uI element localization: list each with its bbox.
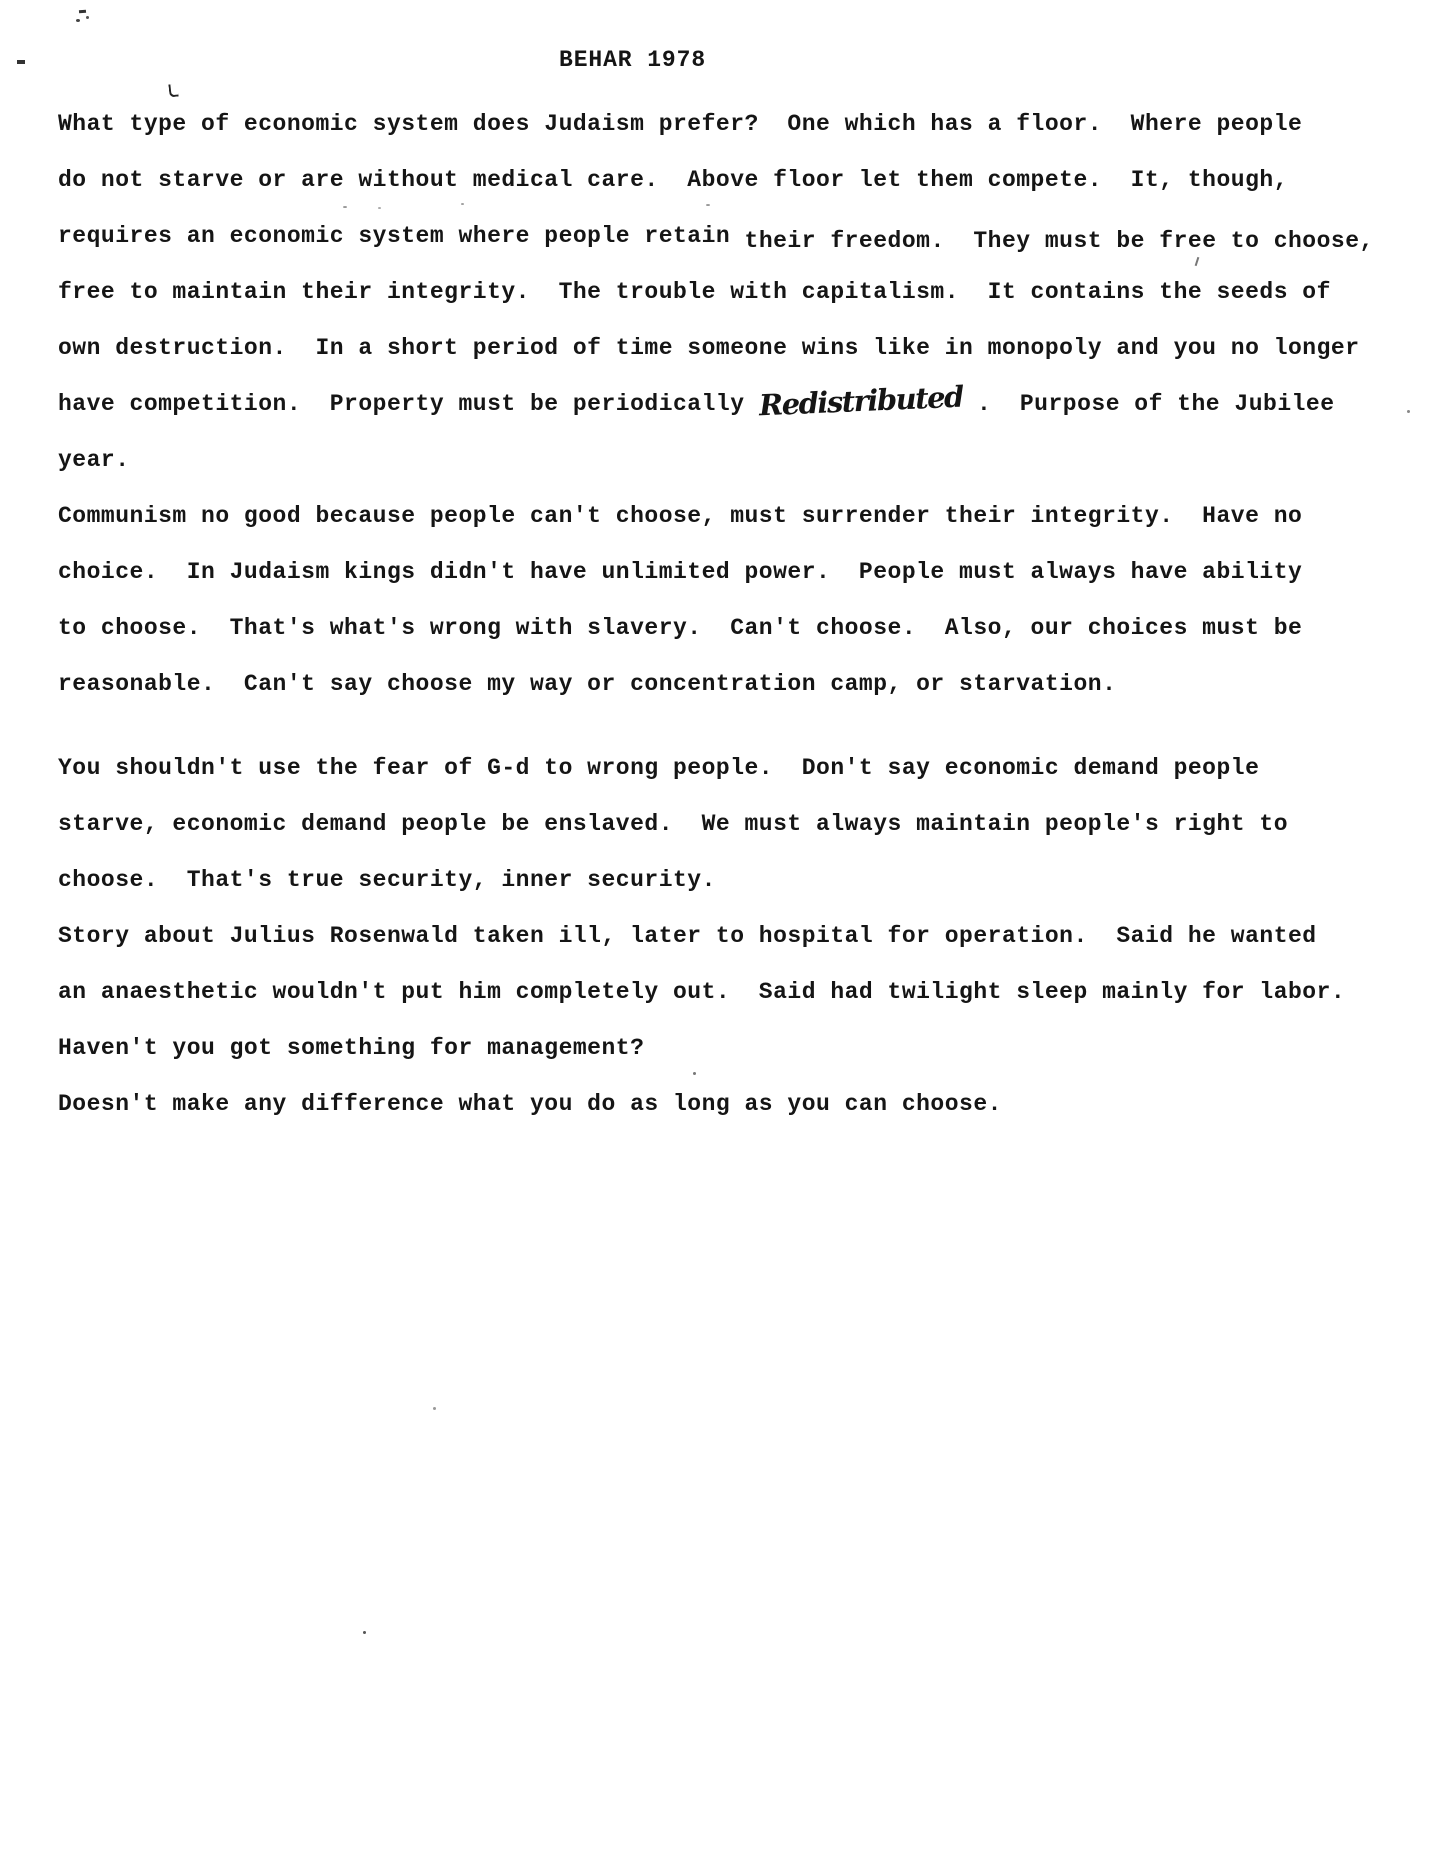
ink-speck [693,1072,696,1075]
typed-text: own destruction. In a short period of time someone wins like in monopoly and you no longer [58,335,1360,361]
text-line [58,264,1403,320]
text-line [58,600,1403,656]
typed-text: to choose. That's what's wrong with slavery. Can't choose. Also, our choices must be [58,615,1303,641]
ink-speck [433,1407,436,1410]
text-line [58,96,1403,152]
text-line [58,908,1403,964]
typed-text: an anaesthetic wouldn't put him completely out. Said had twilight sleep mainly for labor. [58,979,1346,1005]
text-line [58,740,1403,796]
typed-text: free to maintain their integrity. The trouble with capitalism. It contains the seeds of [58,279,1331,305]
typed-text: do not starve or are without medical care. Above floor let them compete. It, though, [58,167,1288,193]
typed-text: Doesn't make any difference what you do as long as you can choose. [58,1091,1002,1117]
handwritten-word: Redistributed [758,379,964,423]
ink-speck [79,10,86,14]
ink-speck [1407,410,1410,413]
text-line [58,432,1403,488]
ink-speck [461,203,464,205]
document-title: BEHAR 1978 [559,47,707,73]
document-body [58,96,1403,1132]
ink-speck [76,19,80,22]
typed-text: What type of economic system does Judaism prefer? One which has a floor. Where people [58,111,1303,137]
text-line [58,376,1403,432]
ink-speck [86,16,89,19]
text-line [58,1076,1403,1132]
typed-text: Communism no good because people can't choose, must surrender their integrity. Have no [58,503,1303,529]
ink-speck [363,1631,366,1634]
text-line [58,488,1403,544]
ink-speck [706,204,710,206]
typed-text: You shouldn't use the fear of G-d to wrong people. Don't say economic demand people [58,755,1260,781]
text-line [58,320,1403,376]
typed-text: their freedom. They must be free to choose, [744,228,1374,254]
text-line [58,152,1403,208]
ink-speck [168,84,178,98]
typed-text: reasonable. Can't say choose my way or concentration camp, or starvation. [58,671,1117,697]
typed-text: . Purpose of the Jubilee [962,391,1335,417]
typed-text: have competition. Property must be periodically [58,391,759,417]
typed-text: requires an economic system where people retain [58,223,745,249]
typed-text: year. [58,447,130,473]
text-line [58,544,1403,600]
text-line [58,208,1403,264]
text-line [58,964,1403,1020]
ink-speck [378,207,381,209]
ink-speck [343,206,347,208]
text-line [58,852,1403,908]
text-line [58,656,1403,712]
typed-text: choose. That's true security, inner security. [58,867,716,893]
ink-speck [17,60,25,64]
typed-text: choice. In Judaism kings didn't have unlimited power. People must always have ability [58,559,1303,585]
typed-text: starve, economic demand people be enslaved. We must always maintain people's right to [58,811,1288,837]
typed-text: Haven't you got something for management? [58,1035,645,1061]
typed-text: Story about Julius Rosenwald taken ill, later to hospital for operation. Said he wanted [58,923,1317,949]
text-line [58,1020,1403,1076]
text-line [58,796,1403,852]
